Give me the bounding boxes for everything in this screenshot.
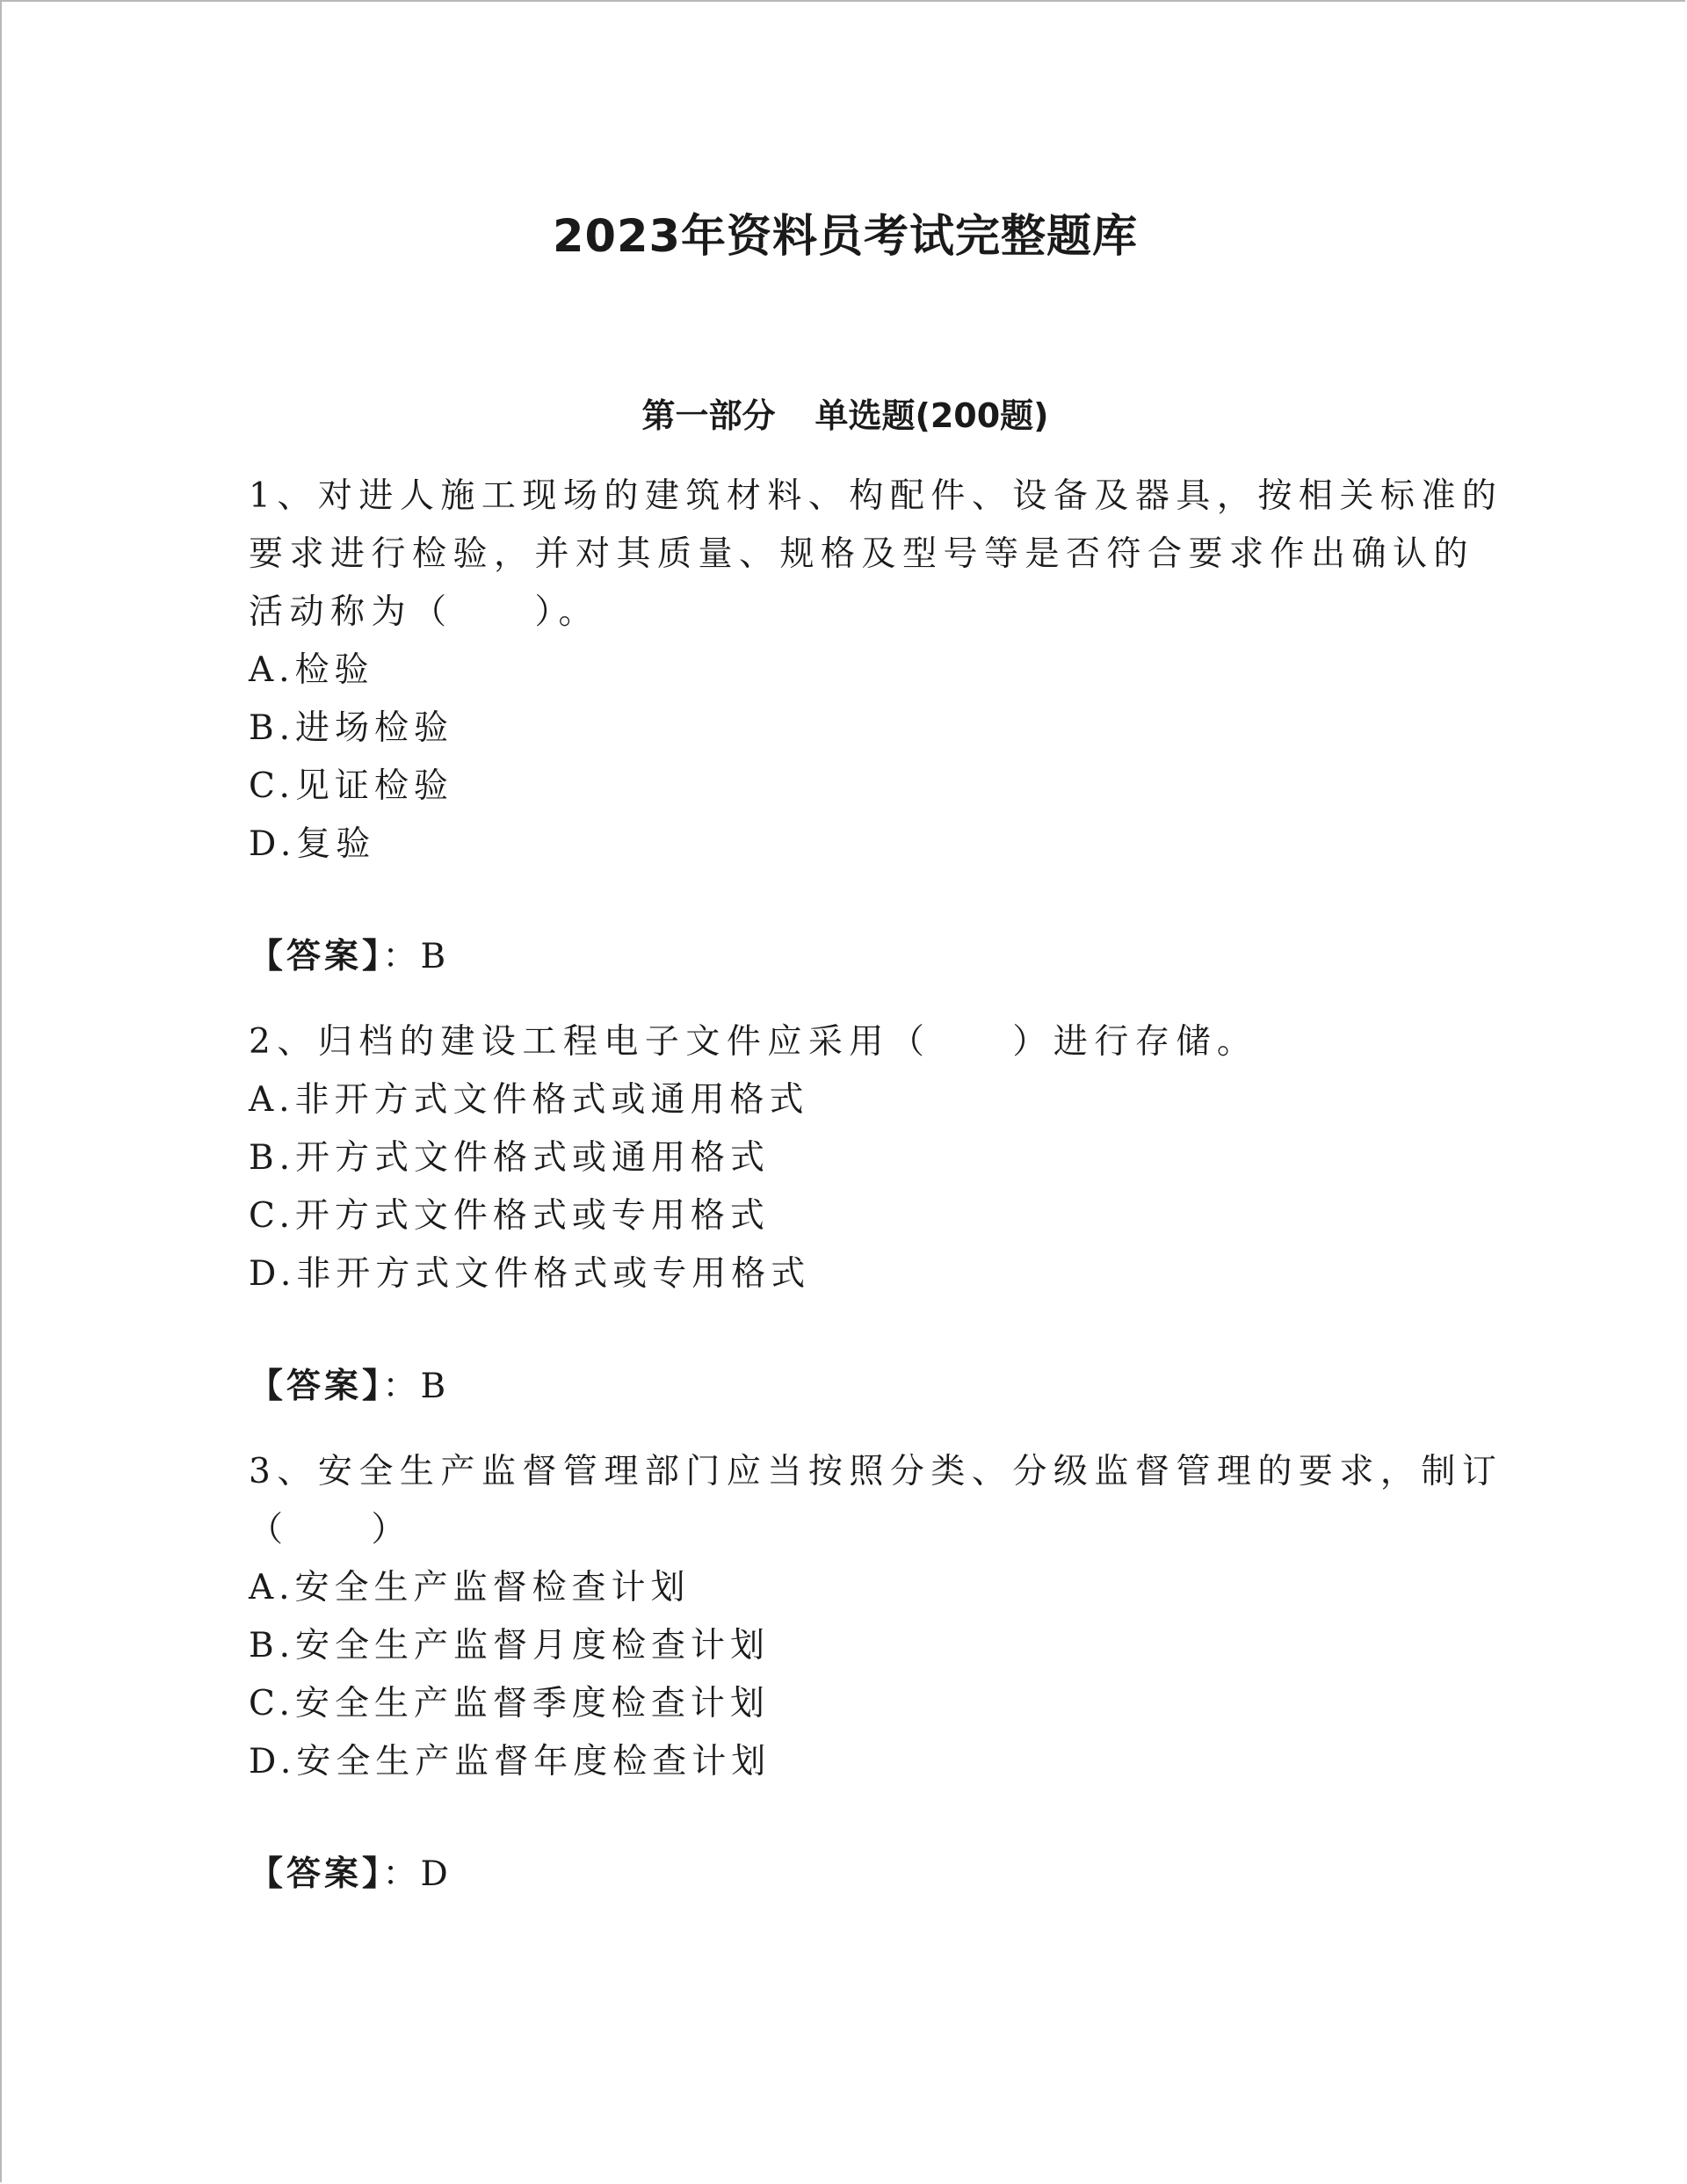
question-stem-line: 2、归档的建设工程电子文件应采用（ ）进行存储。 bbox=[249, 1022, 1258, 1062]
option-b: B.安全生产监督月度检查计划 bbox=[249, 1626, 771, 1665]
question-3 bbox=[249, 1443, 1503, 1904]
answer-label: 【答案】 bbox=[249, 1367, 383, 1406]
question-stem-line: 要求进行检验，并对其质量、规格及型号等是否符合要求作出确认的 bbox=[249, 534, 1475, 574]
question-stem-line: 1、对进人施工现场的建筑材料、构配件、设备及器具，按相关标准的 bbox=[249, 476, 1503, 516]
option-d: D.非开方式文件格式或专用格式 bbox=[249, 1254, 811, 1294]
answer-value: D bbox=[420, 1854, 452, 1894]
question-1 bbox=[249, 468, 1503, 986]
answer-value: B bbox=[420, 1367, 450, 1406]
option-b: B.进场检验 bbox=[249, 708, 454, 748]
answer-label: 【答案】 bbox=[249, 937, 383, 976]
option-b: B.开方式文件格式或通用格式 bbox=[249, 1138, 771, 1178]
question-stem-line: （ ） bbox=[249, 1510, 413, 1549]
option-d: D.安全生产监督年度检查计划 bbox=[249, 1742, 771, 1781]
option-a: A.安全生产监督检查计划 bbox=[249, 1568, 691, 1607]
answer-line bbox=[249, 1358, 1452, 1416]
section-name: 单选题(200题) bbox=[815, 396, 1049, 435]
section-heading bbox=[2, 388, 1687, 437]
answer-separator: ： bbox=[382, 1367, 421, 1406]
answer-separator: ： bbox=[382, 937, 421, 976]
option-a: A.非开方式文件格式或通用格式 bbox=[249, 1080, 809, 1120]
option-c: C.开方式文件格式或专用格式 bbox=[249, 1196, 770, 1236]
answer-line bbox=[249, 1846, 1452, 1904]
option-c: C.安全生产监督季度检查计划 bbox=[249, 1684, 770, 1723]
section-part: 第一部分 bbox=[641, 396, 776, 435]
question-list bbox=[249, 468, 1503, 1931]
question-2 bbox=[249, 1013, 1452, 1416]
question-stem-line: 3、安全生产监督管理部门应当按照分类、分级监督管理的要求，制订 bbox=[249, 1452, 1503, 1491]
answer-label: 【答案】 bbox=[249, 1854, 383, 1894]
option-a: A.检验 bbox=[249, 650, 374, 690]
option-c: C.见证检验 bbox=[249, 766, 453, 806]
question-stem-line: 活动称为（ ）。 bbox=[249, 592, 600, 632]
answer-line bbox=[249, 928, 1452, 986]
document-title: 2023年资料员考试完整题库 bbox=[553, 211, 1138, 263]
answer-separator: ： bbox=[382, 1854, 421, 1894]
option-d: D.复验 bbox=[249, 824, 376, 864]
answer-value: B bbox=[420, 937, 450, 976]
